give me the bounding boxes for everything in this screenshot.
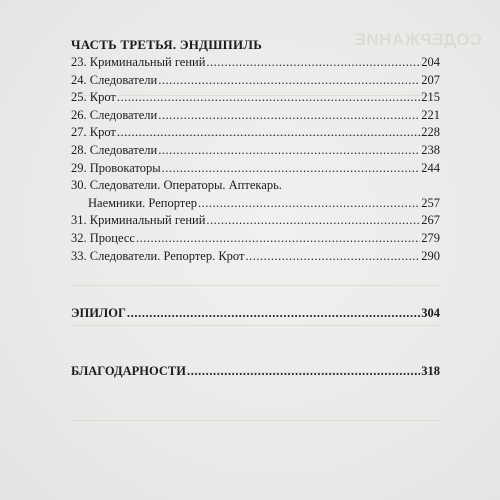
chapter-title: 26. Следователи: [71, 107, 158, 122]
toc-entry-25[interactable]: [71, 89, 440, 107]
acknowledgements-title: БЛАГОДАРНОСТИ: [71, 363, 186, 378]
part-title: ЧАСТЬ ТРЕТЬЯ. ЭНДШПИЛЬ: [71, 37, 262, 52]
chapter-title: 25. Крот: [71, 90, 116, 105]
page-number: 221: [421, 107, 440, 122]
toc-entry-32[interactable]: [71, 230, 440, 248]
toc-entry-30[interactable]: [71, 177, 440, 195]
dot-leader: [245, 248, 420, 266]
chapter-title: 27. Крот: [71, 125, 116, 140]
table-of-contents: [71, 36, 440, 380]
chapter-title: 28. Следователи: [71, 142, 158, 157]
bleed-through-line: [71, 420, 440, 421]
chapter-title-continued: Наемники. Репортер: [88, 195, 198, 210]
toc-entry-31[interactable]: [71, 212, 440, 230]
dot-leader: [206, 212, 420, 230]
toc-entry-27[interactable]: [71, 124, 440, 142]
toc-entry-28[interactable]: [71, 142, 440, 160]
page-number: 244: [421, 160, 440, 175]
toc-entry-24[interactable]: [71, 72, 440, 90]
page-number: 238: [421, 142, 440, 157]
chapter-title: 33. Следователи. Репортер. Крот: [71, 248, 245, 263]
chapter-title: 32. Процесс: [71, 230, 135, 245]
epilogue-title: ЭПИЛОГ: [71, 306, 126, 321]
page-number: 304: [421, 306, 440, 321]
chapter-title: 23. Криминальный гений: [71, 55, 206, 69]
toc-entry-30-continued[interactable]: [71, 195, 440, 213]
dot-leader: [158, 142, 420, 160]
toc-entry-acknowledgements[interactable]: [71, 363, 440, 381]
page-number: 204: [421, 55, 440, 69]
page-number: 267: [421, 213, 440, 228]
dot-leader: [158, 72, 420, 90]
chapter-title: 31. Криминальный гений: [71, 213, 206, 228]
dot-leader: [136, 230, 420, 248]
dot-leader: [117, 89, 420, 107]
dot-leader: [127, 305, 420, 323]
dot-leader: [117, 124, 420, 142]
page-number: 290: [421, 248, 440, 263]
page-number: 257: [421, 195, 440, 210]
chapter-title: 24. Следователи: [71, 72, 158, 87]
dot-leader: [198, 195, 420, 213]
page-number: 215: [421, 90, 440, 105]
toc-entry-23[interactable]: [71, 54, 440, 72]
toc-entry-29[interactable]: [71, 160, 440, 178]
page-number: 318: [421, 363, 440, 378]
chapter-title: 30. Следователи. Операторы. Аптекарь.: [71, 178, 282, 193]
page-number: 228: [421, 125, 440, 140]
dot-leader: [187, 363, 420, 381]
chapter-title: 29. Провокаторы: [71, 160, 161, 175]
dot-leader: [158, 107, 420, 125]
dot-leader: [206, 54, 420, 72]
page-number: 207: [421, 72, 440, 87]
toc-entry-26[interactable]: [71, 107, 440, 125]
bleed-through-heading: СОДЕРЖАНИЕ: [354, 30, 482, 49]
page-number: 279: [421, 230, 440, 245]
toc-entry-33[interactable]: [71, 248, 440, 266]
dot-leader: [162, 160, 421, 178]
toc-entry-epilogue[interactable]: [71, 305, 440, 323]
